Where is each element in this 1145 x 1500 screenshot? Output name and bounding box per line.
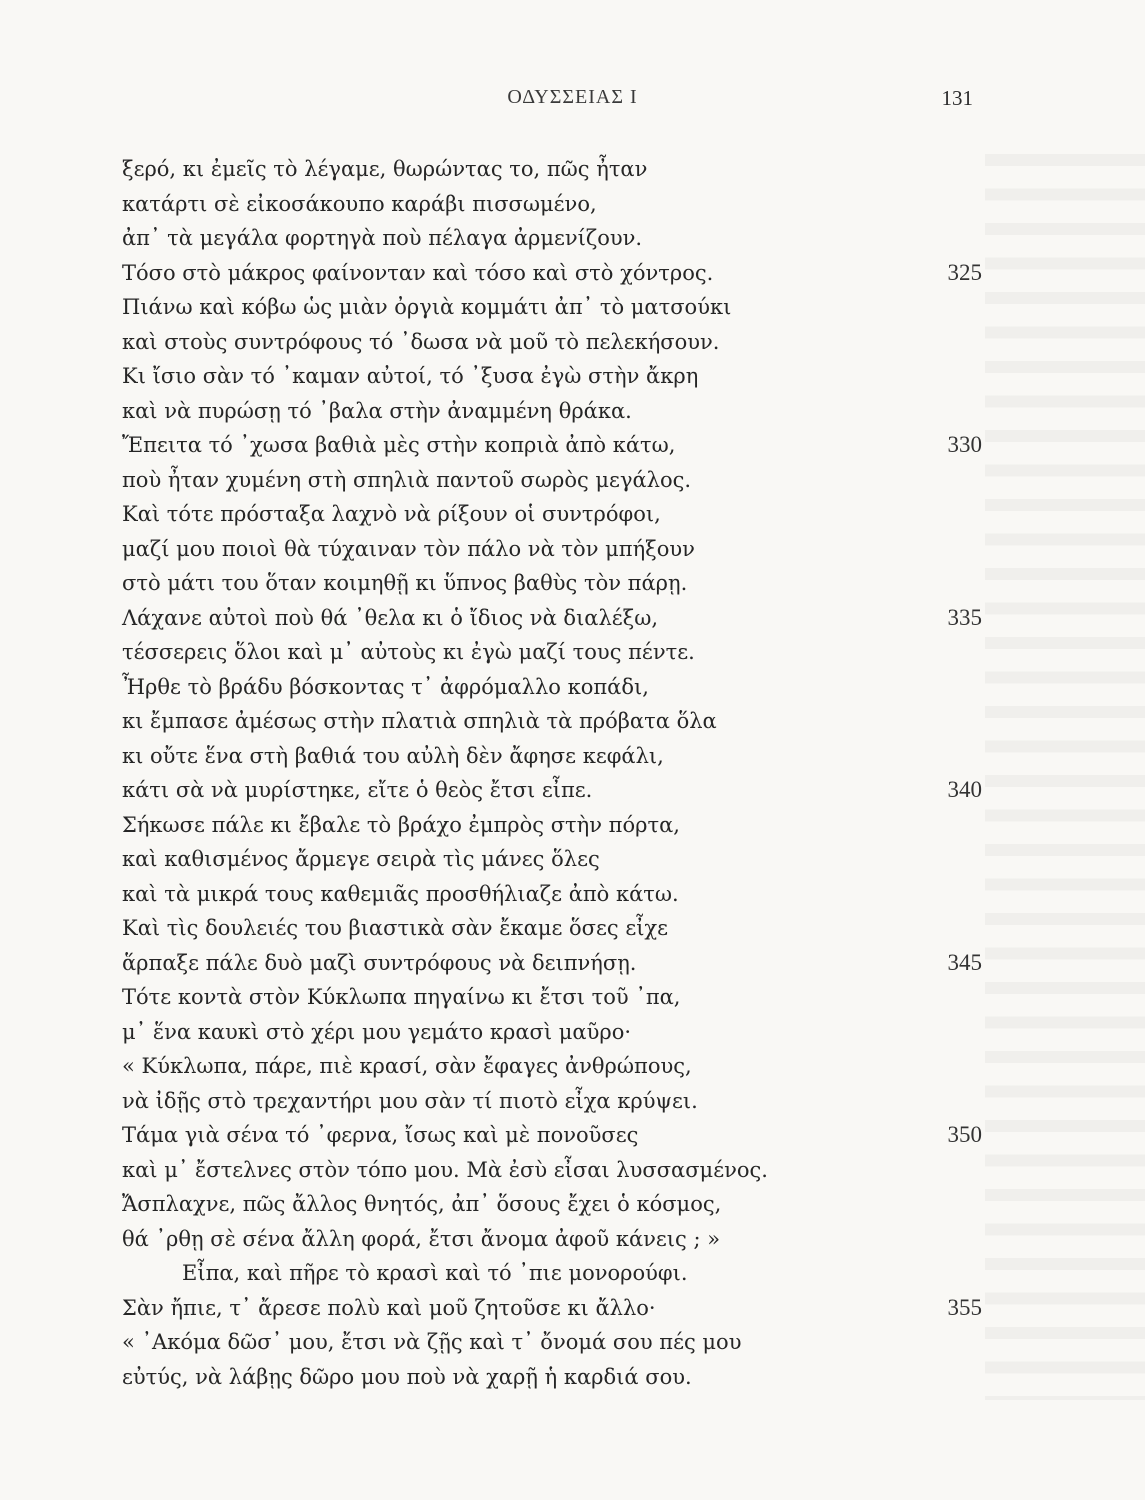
- verse-line: [122, 256, 982, 291]
- running-title: ΟΔΥΣΣΕΙΑΣ Ι: [507, 86, 638, 108]
- verse-line: [122, 911, 982, 946]
- verse-text: καὶ μ᾿ ἔστελνες στὸν τόπο μου. Μὰ ἐσὺ εἶσαι λυσσασμένος.: [122, 1157, 768, 1182]
- line-number: 325: [947, 259, 982, 285]
- verse-line: [122, 532, 982, 567]
- verse-text: καὶ τὰ μικρά τους καθεμιᾶς προσθήλιαζε ἀπὸ κάτω.: [122, 881, 679, 906]
- verse-line: [122, 152, 982, 187]
- line-number: 330: [947, 432, 982, 457]
- verse-text: Τάμα γιὰ σένα τό ᾿φερνα, ἴσως καὶ μὲ πονοῦσες: [122, 1123, 639, 1147]
- verse-text: κάτι σὰ νὰ μυρίστηκε, εἴτε ὁ θεὸς ἔτσι εἶπε.: [122, 778, 593, 802]
- verse-text: Τότε κοντὰ στὸν Κύκλωπα πηγαίνω κι ἔτσι τοῦ ᾿πα,: [122, 985, 681, 1009]
- show-through-text: [985, 140, 1145, 1400]
- verse-text: κι ἔμπασε ἀμέσως στὴν πλατιὰ σπηλιὰ τὰ πρόβατα ὅλα: [122, 709, 717, 733]
- verse-line: [122, 1187, 982, 1222]
- verse-text: εὐτύς, νὰ λάβῃς δῶρο μου ποὺ νὰ χαρῇ ἡ καρδιά σου.: [122, 1364, 692, 1389]
- verse-line: [122, 1084, 982, 1119]
- verse-line: [122, 221, 982, 256]
- verse-line: [122, 1118, 982, 1153]
- verse-text: ἀπ᾿ τὰ μεγάλα φορτηγὰ ποὺ πέλαγα ἀρμενίζουν.: [122, 226, 643, 250]
- verse-text: « Κύκλωπα, πάρε, πιὲ κρασί, σὰν ἔφαγες ἀνθρώπους,: [122, 1054, 692, 1078]
- verse-line: [122, 359, 982, 394]
- verse-text: μ᾿ ἕνα καυκὶ στὸ χέρι μου γεμάτο κρασὶ μαῦρο·: [122, 1019, 632, 1044]
- verse-line: [122, 1256, 982, 1291]
- verse-line: [122, 1291, 982, 1326]
- verse-line: [122, 463, 982, 498]
- verse-text: Κι ἴσιο σὰν τό ᾿καμαν αὐτοί, τό ᾿ξυσα ἐγὼ στὴν ἄκρη: [122, 364, 699, 388]
- verse-line: [122, 877, 982, 912]
- verse-line: [122, 290, 982, 325]
- verse-text: Εἶπα, καὶ πῆρε τὸ κρασὶ καὶ τό ᾿πιε μονορούφι.: [182, 1261, 688, 1285]
- verse-text: ἅρπαξε πάλε δυὸ μαζὶ συντρόφους νὰ δειπνήσῃ.: [122, 950, 637, 975]
- verse-line: [122, 1325, 982, 1360]
- verse-line: [122, 980, 982, 1015]
- verse-line: [122, 670, 982, 705]
- verse-line: [122, 739, 982, 774]
- verse-text: « ᾿Ακόμα δῶσ᾿ μου, ἔτσι νὰ ζῇς καὶ τ᾿ ὄνομά σου πές μου: [122, 1330, 742, 1354]
- verse-line: [122, 566, 982, 601]
- verse-line: [122, 497, 982, 532]
- verse-line: [122, 1360, 982, 1395]
- page-number: 131: [941, 86, 973, 110]
- verse-line: [122, 946, 982, 981]
- verse-text: θά ᾿ρθῃ σὲ σένα ἄλλη φορά, ἔτσι ἄνομα ἀφοῦ κάνεις ; »: [122, 1226, 721, 1251]
- verse-text: κατάρτι σὲ εἰκοσάκουπο καράβι πισσωμένο,: [122, 191, 597, 216]
- verse-text: τέσσερεις ὅλοι καὶ μ᾿ αὐτοὺς κι ἐγὼ μαζί τους πέντε.: [122, 640, 695, 664]
- verse-text: στὸ μάτι του ὅταν κοιμηθῇ κι ὕπνος βαθὺς τὸν πάρῃ.: [122, 571, 688, 595]
- verse-list: [122, 152, 982, 1394]
- verse-text: Λάχανε αὐτοὶ ποὺ θά ᾿θελα κι ὁ ἴδιος νὰ διαλέξω,: [122, 605, 659, 630]
- verse-line: [122, 635, 982, 670]
- verse-text: καὶ στοὺς συντρόφους τό ᾿δωσα νὰ μοῦ τὸ πελεκήσουν.: [122, 329, 720, 354]
- line-number: 345: [947, 949, 982, 975]
- verse-text: Σὰν ἤπιε, τ᾿ ἄρεσε πολὺ καὶ μοῦ ζητοῦσε κι ἄλλο·: [122, 1295, 656, 1320]
- verse-text: ποὺ ἦταν χυμένη στὴ σπηλιὰ παντοῦ σωρὸς μεγάλος.: [122, 467, 692, 492]
- line-number: 350: [947, 1122, 982, 1147]
- verse-line: [122, 704, 982, 739]
- verse-text: Τόσο στὸ μάκρος φαίνονταν καὶ τόσο καὶ στὸ χόντρος.: [122, 260, 714, 285]
- verse-line: [122, 394, 982, 429]
- verse-line: [122, 773, 982, 808]
- verse-line: [122, 325, 982, 360]
- verse-text: Σήκωσε πάλε κι ἔβαλε τὸ βράχο ἐμπρὸς στὴν πόρτα,: [122, 812, 680, 837]
- verse-line: [122, 842, 982, 877]
- line-number: 340: [947, 777, 982, 802]
- verse-line: [122, 1015, 982, 1050]
- verse-line: [122, 1153, 982, 1188]
- verse-line: [122, 187, 982, 222]
- verse-text: Πιάνω καὶ κόβω ὡς μιὰν ὀργιὰ κομμάτι ἀπ᾿ τὸ ματσούκι: [122, 295, 732, 319]
- verse-line: [122, 1049, 982, 1084]
- verse-text: καὶ νὰ πυρώσῃ τό ᾿βαλα στὴν ἀναμμένη θράκα.: [122, 398, 632, 423]
- verse-text: Καὶ τὶς δουλειές του βιαστικὰ σὰν ἔκαμε ὅσες εἶχε: [122, 916, 669, 940]
- verse-text: μαζί μου ποιοὶ θὰ τύχαιναν τὸν πάλο νὰ τὸν μπήξουν: [122, 536, 695, 561]
- verse-text: Ἦρθε τὸ βράδυ βόσκοντας τ᾿ ἀφρόμαλλο κοπάδι,: [122, 674, 649, 699]
- verse-text: καὶ καθισμένος ἄρμεγε σειρὰ τὶς μάνες ὅλες: [122, 847, 600, 871]
- verse-text: Ἄσπλαχνε, πῶς ἄλλος θνητός, ἀπ᾿ ὅσους ἔχει ὁ κόσμος,: [122, 1192, 722, 1216]
- verse-text: κι οὔτε ἕνα στὴ βαθιά του αὐλὴ δὲν ἄφησε κεφάλι,: [122, 743, 664, 768]
- line-number: 355: [947, 1294, 982, 1320]
- verse-line: [122, 1222, 982, 1257]
- verse-line: [122, 808, 982, 843]
- verse-line: [122, 428, 982, 463]
- line-number: 335: [947, 604, 982, 630]
- verse-line: [122, 601, 982, 636]
- verse-text: ξερό, κι ἐμεῖς τὸ λέγαμε, θωρώντας το, πῶς ἦταν: [122, 157, 648, 181]
- verse-text: Ἔπειτα τό ᾿χωσα βαθιὰ μὲς στὴν κοπριὰ ἀπὸ κάτω,: [122, 433, 676, 457]
- verse-text: Καὶ τότε πρόσταξα λαχνὸ νὰ ρίξουν οἱ συντρόφοι,: [122, 502, 661, 526]
- verse-text: νὰ ἰδῇς στὸ τρεχαντήρι μου σὰν τί πιοτὸ εἶχα κρύψει.: [122, 1088, 698, 1113]
